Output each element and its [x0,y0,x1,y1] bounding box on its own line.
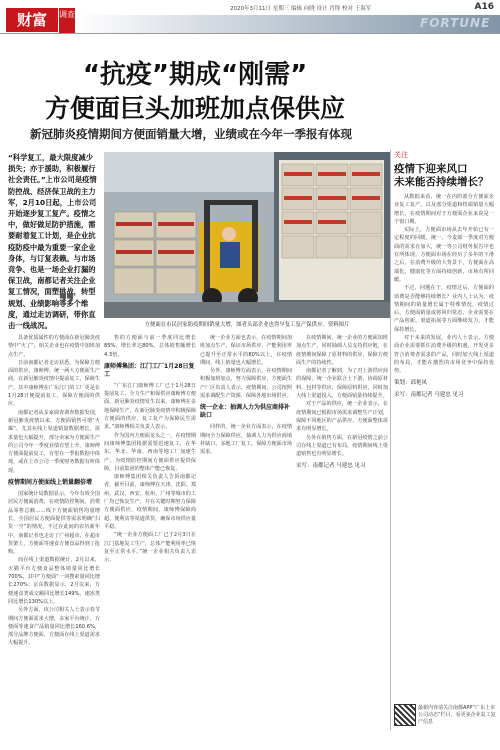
paragraph: 另外在销售方面，在新冠疫情之前公司在线上渠道已有布局，疫情期间线上渠道销售也有明显增长。 [296,434,388,458]
paragraph: 南都记者了解到，为了对上游供应商的保障，统一企业联合上下游，协调原材料、包材等供应，保障原料供应，同时加大线上渠道投入，方便面销量持续提升。 [296,368,388,400]
sidebar-title: 疫情下迎来风口 未来能否持续增长？ [394,163,489,188]
sidebar-commentary [394,150,494,400]
body-column-2 [104,334,196,564]
paragraph: “广东江门康师傅工厂已于1月28日提前复工，全力生产和保供应康师傅方便面，新冠肺炎疫情发生以来，康师傅在多地保障生产，在新冠肺炎疫情中积极保障方便面的供应，复工复产为保障民生需求。”康师傅相关负责人表示。 [104,382,196,431]
qr-promo-text: 最新内容请关注南都APP“广东上市公司动态”栏目，看更多企业复工复产信息 [418,705,496,725]
paragraph: 而在线上渠道数据统计，2月以来，天猫平台方便食品整体销量同比增长700%，其中“方便面”一词搜索量同比增长270%；京东数据显示，2月以来，方便速食类成交额同比增长149%，速冻类同比增长130%以上。 [8,557,100,605]
paragraph: 实际上，方便面市场从去年开始已有一定程度的回暖，统一、今麦郎一季度对方便面的需求在加大，统一等公司财务报告中也有所体现。方便面市场在经历了多年的下滑之后，在消费升级的大背景下，方便面在高端化、健康化等方面持续创新，市场有所回暖。 [394,227,494,283]
header-rule [0,33,500,34]
quote-icon: ❞ [58,288,76,323]
byline: 采写：南都记者 马建忠 见习 [394,391,464,398]
body-column-3 [200,334,292,457]
section-heading: 康师傅集团：江门工厂1月28日复工 [104,362,195,378]
body-column-1 [8,334,100,648]
body-column-4 [296,334,388,471]
section-heading: 统一企业：抽调人力为供应商排补缺口 [200,404,291,420]
paragraph: 同样的，统一企业方面表示，在疫情期间全力保障供应，抽调人力为供应商填补缺口，多地工厂复工，保障方便面市场需求。 [200,424,292,456]
paragraph: 在疫情期间，统一企业的方便面加班加点生产，同时抽调人员支持供应链，在疫情期间保障了原材料的供应，保障方便面生产的持续性。 [296,335,388,366]
paragraph: 日前南都记者走访获悉，为保障方便面的供应，康师傅、统一两大方便面生产商，在新冠肺炎疫情中提前复工，保障生产。其中康师傅在广东江门的工厂更是在1月28日便提前复工，保障方便面的供应。 [8,359,100,408]
header-decoration: FORTUNE [420,16,491,30]
paragraph: 南都记者从多家调查调查数据发现，新冠肺炎疫情以来，方便面销售可谓“火爆”。尤其在线上渠道销量数据增长，需求量也大幅提升，部分卖家为方便面生产的公司今年一季度业绩有望上升。康师傅方便面提前复工，有望在一季报数据中体现。或在上市公司一季度财务数据有所体现。 [8,409,100,474]
subheadline: 新冠肺炎疫情期间方便面销量大增，业绩或在今年一季报有体现 [30,127,352,141]
paragraph: 从数据来看，统一在内的部分方便面企业复工复产，以及部分渠道和终端销量大幅增长，在疫情期间对于方便面企业来说是一个窗口期。 [394,194,494,225]
paragraph: 售的方便面与前一季度同比增长85%，增长率达80%，总体销售额增长4.3倍。 [104,335,196,358]
section-heading: 疫情期间方便面线上销量翻倍增 [8,479,93,487]
paragraph: 作为国内方便面龙头之一，在疫情期间康师傅集团根据需要迅速复工，在华东、华北、华南、西南等地工厂加速生产，为疫情防控期间方便面供应提供保障，目前集团的整体产能已恢复。 [104,432,196,472]
paragraph: 另外，康师傅方面表示，在疫情期间积极加班加点，努力保障供应，方便面生产厂区负责人表示，疫情期间，公司按照需求调配生产资源，保障各地市场供应。 [200,368,292,400]
paragraph: 对于未来的发展，业内人士表示，方便面企业需要抓住消费升级的机遇，开发更多符合消费者需求的产品，同时加大线上渠道的布局，才能在激烈的市场竞争中保持优势。 [394,335,494,375]
photo-caption: 方便面在市民居家防疫期间销量大增，图者头部企业也得早复工复产保供应。资料图片 [144,322,350,328]
page-header [0,0,500,34]
news-photo [104,152,390,318]
paragraph: 具备优质属性的方便面在新冠肺炎疫情中“火了”，相关企业也在疫情中加班加点生产。 [8,335,100,358]
paragraph: 不过，问题在于，疫情过后，方便面的消费是否能够持续增长？业内人士认为，疫情期间的销量增长属于特殊情况，疫情过后，方便面销量或将回归常态，企业需要在产品创新、渠道拓展等方面继续发力，才能保持增长。 [394,285,494,333]
issue-meta: 2020年3月11日 星期三 编辑 向晓 设计 肖锋 校对 王海军 [230,6,372,12]
byline: 采写：南都记者 马建忠 见习 [296,463,366,470]
paragraph: 对于产品的供应，统一企业表示，在疫情期间已根据市场需求调整生产计划，保障不同地区的产品供应，方便面整体需求有明显增长。 [296,401,388,433]
sidebar-label: 关注 [394,151,408,159]
warehouse-loading-image [104,152,390,318]
paragraph: 康师傅集团相关负责人告诉南都记者，截至目前，康师傅在天津、沈阳、郑州、武汉、西安、杭州、广州等城市的工厂均已恢复生产，并在关键时期努力保障方便面供应。疫情期间，康师傅保障商超、便利店等渠道供货，确保市场供应量平稳。 [104,474,196,530]
lead-box [8,152,100,331]
headline-line1: “抗疫”期成“刚需” [82,60,308,90]
lead-text: “科学复工，最大限度减少损失；亦于援助，积极履行社会责任。”上市公司是疫情防控战、经济保卫战的主力军，2月10日起，上市公司开始逐步复工复产。疫情之中，做好做足防护措施，需要耐着复工计划，是企业抗疫防疫中最为重要一家企业身体，与订复表赖。与市场竞争、也是一场企业打漏的保卫战，南都记者关注企业复工情况，面塑挑战，转型规划、业绩影响等多个维度，通过走访调研，带你直击一线战况。 [8,153,97,331]
column-divider [390,150,391,730]
paragraph: “统一企业方便面工厂已于2月3日在江门基地复工生产，总体产能利用率已恢复至正常水平。”统一企业相关负责人表示。 [104,532,196,564]
section-logo-sub: 调查 [58,8,75,33]
paragraph: 另外方面，该公司相关人士表示春节期间方便面需求大增，多家平台统计，方便面等速食产品销量同比增长160.6%，部分品牌方便面，方便面在线上渠道需求大幅提升。 [8,607,100,647]
paragraph: 国家统计局数据显示，今年有效全国居民方便面消费，在疫情防控期间，消费品零售总额……线下方便面销售均量增长，全国居民方便面提供等需求明确“扫货一空”的情况，不过在此间的农历新年中，南都记者也走访了广州超市，在超市货架上，方便面等速食方便食品得到了抢购。 [8,491,100,556]
headline-line2: 方便面巨头加班加点保供应 [44,94,345,123]
editor-credit: 策划：邱艳凤 [394,379,428,386]
page-number: A16 [474,2,494,12]
qr-code-icon[interactable] [394,704,416,726]
paragraph: 统一企业方面也表示，在疫情期间加班加点生产，保证市场供应，产能利用率已提升至正常水平的80%以上，在疫情期间，线上销量也大幅增长。 [200,335,292,366]
section-logo: 财富 [6,8,58,32]
